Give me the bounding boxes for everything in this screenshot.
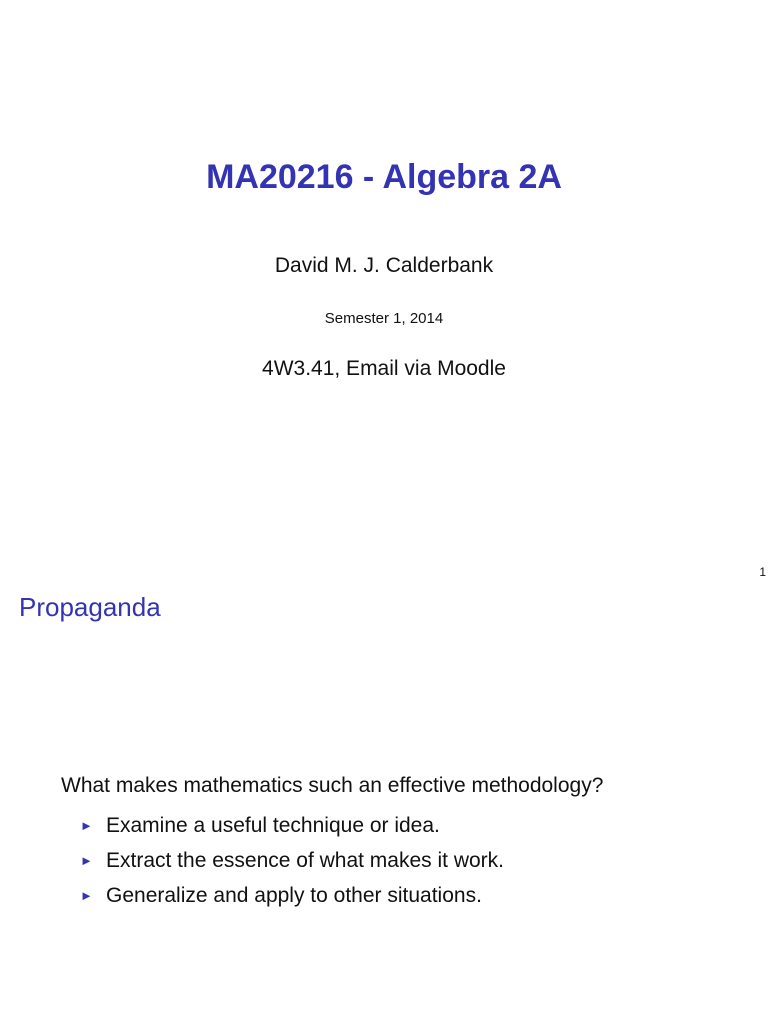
presentation-date: Semester 1, 2014 (324, 310, 444, 327)
page-number: 1 (759, 565, 766, 579)
bullet-text: Examine a useful technique or idea. (106, 813, 440, 837)
bullet-item (80, 808, 504, 843)
triangle-bullet-icon: ► (80, 888, 93, 903)
bullet-text: Generalize and apply to other situations. (106, 883, 482, 907)
bullet-list (80, 808, 504, 913)
bullet-item (80, 843, 504, 878)
bullet-item (80, 878, 504, 913)
presentation-title: MA20216 - Algebra 2A (206, 158, 562, 196)
content-slide (0, 584, 768, 1024)
frame-title: Propaganda (19, 592, 161, 622)
triangle-bullet-icon: ► (80, 818, 93, 833)
question-text: What makes mathematics such an effective methodology? (61, 774, 604, 797)
contact-info: 4W3.41, Email via Moodle (262, 357, 506, 380)
bullet-text: Extract the essence of what makes it work. (106, 848, 504, 872)
triangle-bullet-icon: ► (80, 853, 93, 868)
author-name: David M. J. Calderbank (274, 254, 494, 277)
